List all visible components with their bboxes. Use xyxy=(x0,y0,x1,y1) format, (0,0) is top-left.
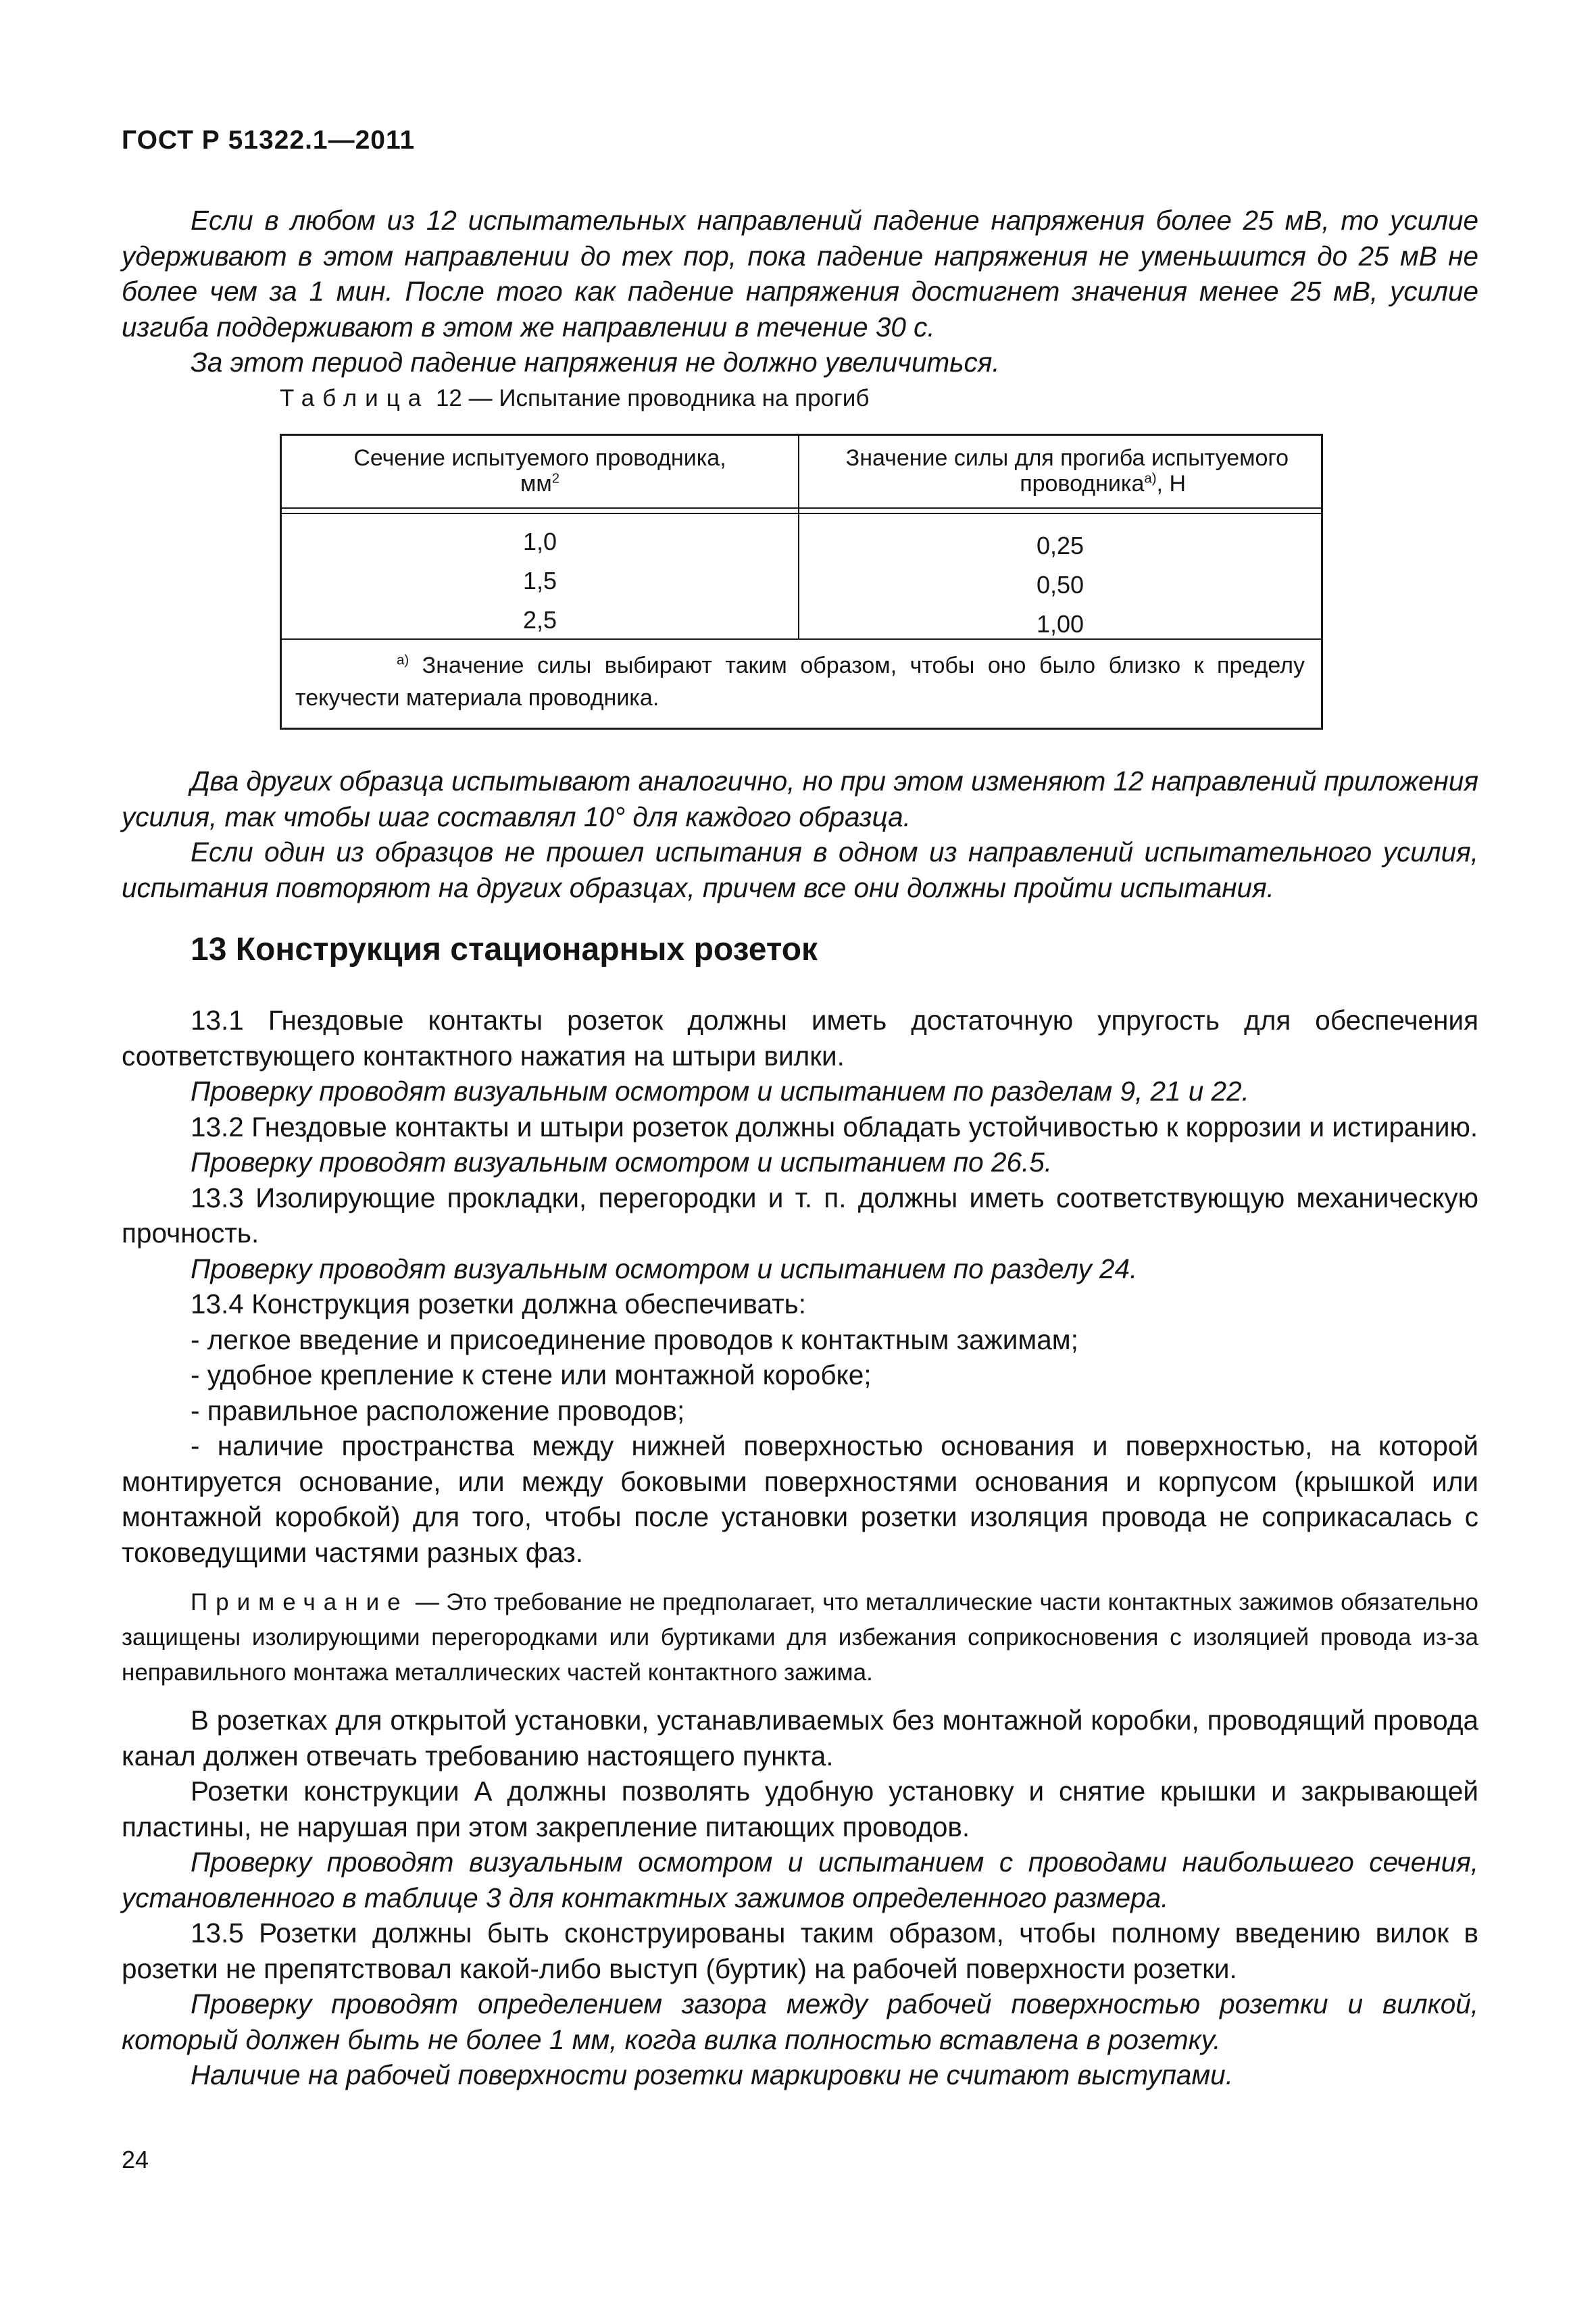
section-13-continued xyxy=(122,1703,1478,2093)
paragraph-type-a: Розетки конструкции А должны позволять удобную установку и снятие крышки и закрывающей пластины, не нарушая при этом закрепление питающих проводов. xyxy=(122,1776,1478,1842)
list-item: - правильное расположение проводов; xyxy=(191,1394,685,1426)
table-header-force xyxy=(799,445,1321,497)
paragraph-open-installation: В розетках для открытой установки, устанавливаемых без монтажной коробки, проводящий провода канал должен отвечать требованию настоящего пункта. xyxy=(122,1705,1478,1771)
table-cell: 1,0 xyxy=(522,528,557,555)
intro-paragraph-2: За этот период падение напряжения не должно увеличиться. xyxy=(191,347,1000,378)
note-paragraph xyxy=(122,1585,1478,1690)
page-number: 24 xyxy=(122,2146,149,2173)
clause-13-5-check: Проверку проводят определением зазора между рабочей поверхностью розетки и вилкой, который должен быть не более 1 мм, когда вилка полностью вставлена в розетку. xyxy=(122,1988,1478,2055)
table-footnote: $^{а)}$ Значение силы выбирают таким образом, чтобы оно было близко к пределу текучести материала проводника. xyxy=(295,653,1305,711)
table-header-force-unit: проводника$^{а)}$, Н xyxy=(1020,471,1186,497)
table-header-divider xyxy=(282,507,1321,509)
note-block xyxy=(122,1585,1478,1690)
section-13-title: 13 Конструкция стационарных розеток xyxy=(191,932,818,967)
table-caption xyxy=(280,385,869,412)
table-header-section-unit: $мм^2$ xyxy=(520,471,560,497)
table-caption-word: Таблица xyxy=(280,385,430,411)
intro-paragraph-1: Если в любом из 12 испытательных направлений падение напряжения более 25 мВ, то усилие удерживают в этом направлении до тех пор, пока падение напряжения не уменьшится до 25 мВ не более чем за 1 мин. После того как падение напряжения достигнет значения менее 25 мВ, усилие изгиба поддерживают в этом же направлении в течение 30 с. xyxy=(122,205,1478,343)
section-13-body xyxy=(122,1003,1478,1570)
list-item: - легкое введение и присоединение проводов к контактным зажимам; xyxy=(191,1324,1078,1355)
clause-13-1-check: Проверку проводят визуальным осмотром и испытанием по разделам 9, 21 и 22. xyxy=(191,1076,1249,1107)
table-column-force-values xyxy=(799,526,1321,644)
table-cell: 1,5 xyxy=(522,567,557,595)
after-table-paragraph-1: Два других образца испытывают аналогично, но при этом изменяют 12 направлений приложения усилия, так чтобы шаг составлял 10° для каждого образца. xyxy=(122,765,1478,832)
table-header-force-label: Значение силы для прогиба испытуемого xyxy=(845,445,1289,471)
clause-13-1: 13.1 Гнездовые контакты розеток должны иметь достаточную упругость для обеспечения соответствующего контактного нажатия на штыри вилки. xyxy=(122,1005,1478,1072)
clause-13-5-marking: Наличие на рабочей поверхности розетки маркировки не считают выступами. xyxy=(191,2059,1233,2090)
table-12 xyxy=(280,434,1323,730)
clause-13-4-check: Проверку проводят визуальным осмотром и испытанием с проводами наибольшего сечения, установленного в таблице 3 для контактных зажимов определенного размера. xyxy=(122,1846,1478,1913)
clause-13-4: 13.4 Конструкция розетки должна обеспечивать: xyxy=(191,1288,807,1319)
clause-13-2: 13.2 Гнездовые контакты и штыри розеток должны обладать устойчивостью к коррозии и истиранию. xyxy=(191,1111,1478,1142)
document-header: ГОСТ Р 51322.1—2011 xyxy=(122,126,416,155)
clause-13-3-check: Проверку проводят визуальным осмотром и испытанием по разделу 24. xyxy=(191,1253,1138,1284)
clause-13-3: 13.3 Изолирующие прокладки, перегородки и т. п. должны иметь соответствующую механическую прочность. xyxy=(122,1182,1478,1249)
after-table-paragraph-2: Если один из образцов не прошел испытания в одном из направлений испытательного усилия, испытания повторяют на других образцах, причем все они должны пройти испытания. xyxy=(122,836,1478,903)
after-table-text xyxy=(122,763,1478,905)
intro-text xyxy=(122,203,1478,380)
list-item: - удобное крепление к стене или монтажной коробке; xyxy=(191,1359,872,1390)
table-cell: 1,00 xyxy=(1036,610,1084,638)
table-cell: 2,5 xyxy=(522,606,557,634)
clause-13-5: 13.5 Розетки должны быть сконструированы таким образом, чтобы полному введению вилок в розетки не препятствовал какой-либо выступ (буртик) на рабочей поверхности розетки. xyxy=(122,1917,1478,1984)
table-column-section-values xyxy=(282,522,798,640)
list-item: - наличие пространства между нижней поверхностью основания и поверхностью, на которой монтируется основание, или между боковыми поверхностями основания и корпусом (крышкой или монтажной коробкой) для того, чтобы после установки розетки изоляция провода не соприкасалась с токоведущими частями разных фаз. xyxy=(122,1430,1478,1568)
table-caption-text: 12 — Испытание проводника на прогиб xyxy=(429,385,870,411)
note-text: — Это требование не предполагает, что металлические части контактных зажимов обязательно защищены изолирующими перегородками или буртиками для избежания соприкосновения с изоляцией провода из-за неправильного монтажа металлических частей контактного зажима. xyxy=(122,1589,1478,1686)
table-header-section-label: Сечение испытуемого проводника, xyxy=(353,445,726,471)
table-header-divider-double xyxy=(282,513,1321,514)
clause-13-2-check: Проверку проводят визуальным осмотром и испытанием по 26.5. xyxy=(191,1147,1053,1178)
note-label: Примечание xyxy=(191,1589,409,1615)
table-header-section xyxy=(282,445,798,497)
table-cell: 0,50 xyxy=(1036,571,1084,599)
table-cell: 0,25 xyxy=(1036,532,1084,559)
